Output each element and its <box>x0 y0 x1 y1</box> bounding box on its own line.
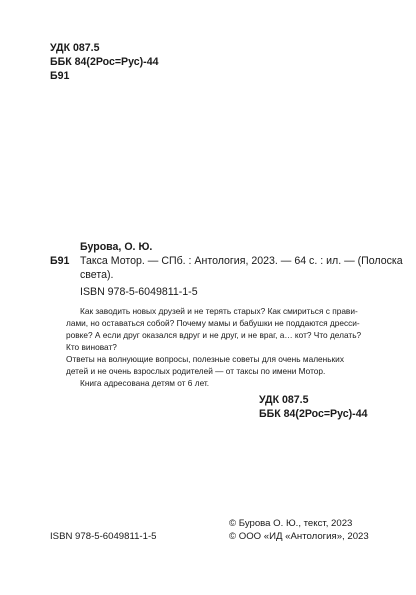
author-code: Б91 <box>50 255 70 267</box>
annotation-line: Кто виноват? <box>66 342 117 352</box>
footer-isbn: ISBN 978-5-6049811-1-5 <box>50 531 157 542</box>
annotation-line: Ответы на волнующие вопросы, полезные советы для очень маленьких <box>66 354 344 364</box>
age-note: Книга адресована детям от 6 лет. <box>80 378 210 388</box>
bibliographic-description-cont: света). <box>80 269 114 281</box>
bbk-top: ББК 84(2Рос=Рус)-44 <box>50 56 159 68</box>
isbn: ISBN 978-5-6049811-1-5 <box>80 286 198 298</box>
bbk-bottom: ББК 84(2Рос=Рус)-44 <box>259 408 368 420</box>
annotation-line: лами, но оставаться собой? Почему мамы и бабушки не поддаются дресси- <box>66 318 360 328</box>
udk-bottom: УДК 087.5 <box>259 394 309 406</box>
copyright-publisher: © ООО «ИД «Антология», 2023 <box>229 531 369 542</box>
copyright-author: © Бурова О. Ю., текст, 2023 <box>229 518 353 529</box>
udk-top: УДК 087.5 <box>50 42 100 54</box>
author-code-top: Б91 <box>50 70 70 82</box>
bibliographic-description: Такса Мотор. — СПб. : Антология, 2023. — 64 с. : ил. — (Полоска <box>80 255 403 267</box>
annotation-line: детей и не очень взрослых родителей — от таксы по имени Мотор. <box>66 366 326 376</box>
annotation-line: Как заводить новых друзей и не терять старых? Как смириться с прави- <box>80 306 358 316</box>
author-heading: Бурова, О. Ю. <box>80 241 153 253</box>
annotation-line: ровке? А если друг оказался вдруг и не друг, и не враг, а… кот? Что делать? <box>66 330 362 340</box>
